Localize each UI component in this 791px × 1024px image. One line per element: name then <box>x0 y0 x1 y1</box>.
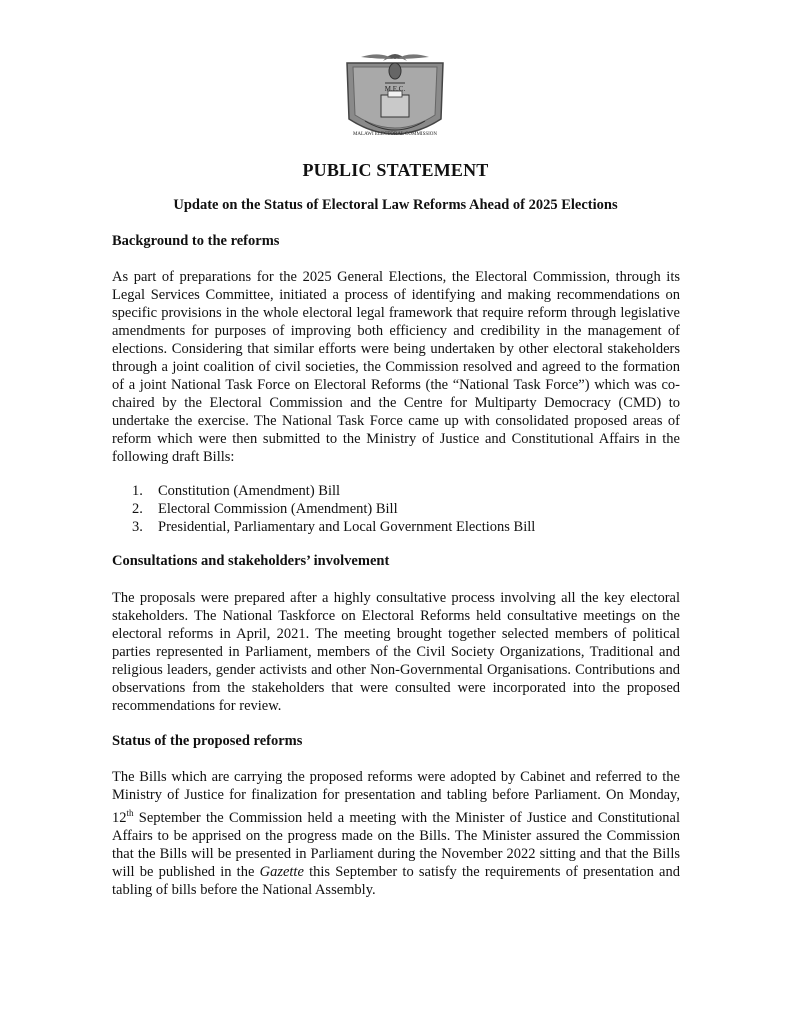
list-item: 1. Constitution (Amendment) Bill <box>132 483 341 499</box>
list-item: 3. Presidential, Parliamentary and Local Government Elections Bill <box>132 519 536 535</box>
section-paragraph-status: The Bills which are carrying the proposed reforms were adopted by Cabinet and referred to the Ministry of Justice for finalization for presentation and tabling before Parliament. On Monday, 12th September the Commission held a meeting with the Minister of Justice and Constitutional Affairs to be apprised on the progress made on the Bills. The Minister assured the Commission that the Bills will be presented in Parliament during the November 2022 sitting and that the Bills will be published in the Gazette this September to satisfy the requirements of presentation and tabling of bills before the National Assembly. <box>112 769 680 898</box>
section-heading-background: Background to the reforms <box>112 233 280 249</box>
page-subtitle: Update on the Status of Electoral Law Reforms Ahead of 2025 Elections <box>173 197 618 213</box>
commission-emblem-logo <box>341 49 449 147</box>
section-paragraph-background: As part of preparations for the 2025 General Elections, the Electoral Commission, through its Legal Services Committee, initiated a process of identifying and making recommendations on specific provisions in the whole electoral legal framework that require reform through legislative amendments for purposes of improving both efficiency and credibility in the management of elections. Considering that similar efforts were being undertaken by other electoral stakeholders through a joint coalition of civil societies, the Commission resolved and agreed to the formation of a joint National Task Force on Electoral Reforms (the “National Task Force”) which was co-chaired by the Electoral Commission and the Centre for Multiparty Democracy (CMD) to undertake the exercise. The National Task Force came up with consolidated proposed areas of reform which were then submitted to the Ministry of Justice and Constitutional Affairs in the following draft Bills: <box>112 269 680 465</box>
draft-bills-list <box>112 482 680 536</box>
emblem-initials: M.E.C. <box>384 85 406 93</box>
emblem-ring-text: MALAWI ELECTORAL COMMISSION <box>352 132 438 137</box>
page-title: PUBLIC STATEMENT <box>302 160 489 180</box>
section-heading-consultations: Consultations and stakeholders’ involvement <box>112 553 390 569</box>
section-heading-status: Status of the proposed reforms <box>112 733 303 749</box>
section-paragraph-consultations: The proposals were prepared after a highly consultative process involving all the key electoral stakeholders. The National Taskforce on Electoral Reforms held consultative meetings on the electoral reforms in April, 2021. The meeting brought together selected members of political parties represented in Parliament, members of the Civil Society Organizations, Traditional and religious leaders, gender activists and other Non-Governmental Organisations. Contributions and observations from the stakeholders that were consulted were incorporated into the proposed recommendations for review. <box>112 590 680 714</box>
list-item: 2. Electoral Commission (Amendment) Bill <box>132 501 398 517</box>
